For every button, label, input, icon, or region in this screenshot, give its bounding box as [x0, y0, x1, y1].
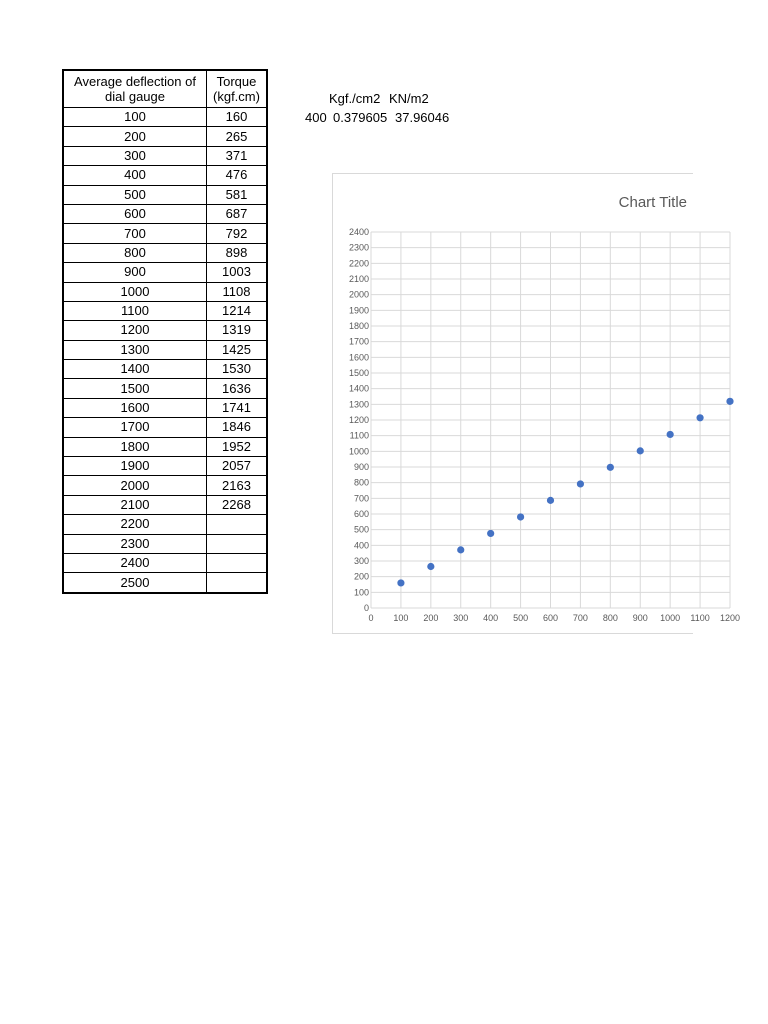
x-tick-label: 400: [483, 613, 499, 623]
y-tick-label: 1200: [348, 415, 369, 425]
torque-cell: 2268: [207, 495, 268, 514]
deflection-cell: 1100: [63, 301, 207, 320]
y-tick-label: 1000: [348, 446, 369, 457]
y-tick-label: 1600: [348, 352, 369, 363]
data-point: [726, 398, 733, 405]
torque-cell: 160: [207, 108, 268, 127]
torque-cell: 1214: [207, 301, 268, 320]
y-tick-label: 1100: [349, 430, 369, 441]
header-deflection: Average deflection of dial gauge: [63, 70, 207, 108]
table-row: [63, 146, 267, 165]
torque-cell: 265: [207, 127, 268, 146]
data-point: [607, 464, 614, 471]
deflection-cell: 900: [63, 263, 207, 282]
torque-cell: 1952: [207, 437, 268, 456]
torque-cell: 1319: [207, 321, 268, 340]
x-tick-label: 1000: [660, 613, 681, 623]
deflection-cell: 2000: [63, 476, 207, 495]
torque-cell: 687: [207, 204, 268, 223]
data-point: [457, 546, 464, 553]
x-tick-label: 900: [632, 613, 648, 623]
y-tick-label: 2000: [348, 289, 369, 300]
y-axis-labels: [349, 227, 369, 613]
x-tick-label: 700: [572, 613, 588, 623]
deflection-cell: 600: [63, 204, 207, 223]
x-tick-label: 500: [513, 613, 529, 623]
y-tick-label: 700: [353, 493, 369, 504]
conversion-value-input: 400: [305, 110, 327, 125]
calibration-table: [62, 69, 268, 594]
deflection-cell: 100: [63, 108, 207, 127]
data-point: [487, 530, 494, 537]
torque-cell: 898: [207, 243, 268, 262]
table-body: [63, 108, 267, 593]
deflection-cell: 1500: [63, 379, 207, 398]
x-tick-label: 200: [423, 613, 439, 623]
deflection-cell: 300: [63, 146, 207, 165]
deflection-cell: 400: [63, 166, 207, 185]
y-tick-label: 1700: [348, 336, 369, 347]
deflection-cell: 1800: [63, 437, 207, 456]
table-row: [63, 166, 267, 185]
table-row: [63, 418, 267, 437]
deflection-cell: 2500: [63, 573, 207, 593]
y-tick-label: 1400: [348, 383, 369, 394]
table-row: [63, 457, 267, 476]
torque-cell: 1846: [207, 418, 268, 437]
y-tick-label: 600: [353, 509, 369, 519]
data-points: [397, 398, 733, 587]
x-tick-label: 100: [393, 613, 409, 623]
deflection-cell: 800: [63, 243, 207, 262]
x-tick-label: 800: [602, 613, 618, 623]
deflection-cell: 1900: [63, 457, 207, 476]
y-tick-label: 1500: [348, 368, 369, 378]
torque-cell: [207, 553, 268, 572]
torque-cell: [207, 515, 268, 534]
table-row: [63, 224, 267, 243]
y-tick-label: 2200: [348, 258, 369, 269]
x-tick-label: 0: [368, 613, 374, 623]
table-row: [63, 534, 267, 553]
table-header-row: [63, 70, 267, 108]
torque-cell: 476: [207, 166, 268, 185]
table-row: [63, 243, 267, 262]
table-row: [63, 263, 267, 282]
y-tick-label: 2400: [348, 227, 369, 237]
table-row: [63, 321, 267, 340]
data-point: [667, 431, 674, 438]
table-row: [63, 340, 267, 359]
table-row: [63, 282, 267, 301]
table-row: [63, 573, 267, 593]
y-tick-label: 1300: [348, 399, 369, 410]
table-row: [63, 437, 267, 456]
data-point: [547, 497, 554, 504]
scatter-chart: [333, 174, 741, 633]
table-row: [63, 495, 267, 514]
deflection-cell: 1700: [63, 418, 207, 437]
y-tick-label: 0: [363, 603, 369, 613]
conversion-value-kn: 37.96046: [395, 110, 450, 125]
torque-cell: 581: [207, 185, 268, 204]
torque-cell: 2057: [207, 457, 268, 476]
deflection-cell: 500: [63, 185, 207, 204]
y-tick-label: 200: [353, 571, 369, 582]
table-row: [63, 301, 267, 320]
torque-cell: 1003: [207, 263, 268, 282]
chart-area: [332, 173, 741, 634]
data-point: [637, 447, 644, 454]
y-tick-label: 500: [353, 524, 369, 535]
deflection-cell: 1200: [63, 321, 207, 340]
deflection-cell: 1000: [63, 282, 207, 301]
data-point: [696, 414, 703, 421]
table-row: [63, 204, 267, 223]
x-tick-label: 300: [453, 613, 469, 623]
table-row: [63, 108, 267, 127]
deflection-cell: 2100: [63, 495, 207, 514]
deflection-cell: 2300: [63, 534, 207, 553]
y-tick-label: 100: [353, 587, 369, 598]
torque-cell: [207, 534, 268, 553]
table-row: [63, 398, 267, 417]
data-point: [517, 513, 524, 520]
deflection-cell: 700: [63, 224, 207, 243]
grid-lines: [371, 232, 730, 608]
x-tick-label: 1100: [690, 613, 710, 623]
y-tick-label: 800: [353, 477, 369, 488]
chart-title: Chart Title: [618, 194, 687, 211]
table-row: [63, 515, 267, 534]
torque-cell: [207, 573, 268, 593]
y-tick-label: 1900: [348, 305, 369, 316]
conversion-header-kn: KN/m2: [389, 91, 429, 106]
table-row: [63, 127, 267, 146]
table-row: [63, 185, 267, 204]
deflection-cell: 200: [63, 127, 207, 146]
x-tick-label: 1200: [719, 613, 741, 623]
y-tick-label: 2300: [348, 242, 369, 253]
data-point: [577, 480, 584, 487]
table-row: [63, 553, 267, 572]
deflection-cell: 1300: [63, 340, 207, 359]
x-tick-label: 600: [542, 613, 559, 623]
conversion-value-kgf: 0.379605: [333, 110, 388, 125]
torque-cell: 1530: [207, 360, 268, 379]
data-point: [397, 579, 404, 586]
deflection-cell: 1600: [63, 398, 207, 417]
deflection-cell: 1400: [63, 360, 207, 379]
x-axis-labels: [368, 613, 740, 623]
torque-cell: 1636: [207, 379, 268, 398]
data-point: [427, 563, 434, 570]
table-row: [63, 379, 267, 398]
y-tick-label: 1800: [348, 321, 369, 331]
y-tick-label: 2100: [348, 274, 369, 284]
torque-cell: 1108: [207, 282, 268, 301]
torque-cell: 792: [207, 224, 268, 243]
table-row: [63, 476, 267, 495]
deflection-cell: 2200: [63, 515, 207, 534]
torque-cell: 1741: [207, 398, 268, 417]
y-tick-label: 900: [353, 462, 369, 472]
torque-cell: 1425: [207, 340, 268, 359]
header-torque: Torque (kgf.cm): [207, 70, 268, 108]
table-row: [63, 360, 267, 379]
deflection-cell: 2400: [63, 553, 207, 572]
y-tick-label: 300: [353, 556, 369, 566]
torque-cell: 2163: [207, 476, 268, 495]
y-tick-label: 400: [353, 540, 369, 551]
conversion-header-kgf: Kgf./cm2: [329, 91, 381, 106]
torque-cell: 371: [207, 146, 268, 165]
